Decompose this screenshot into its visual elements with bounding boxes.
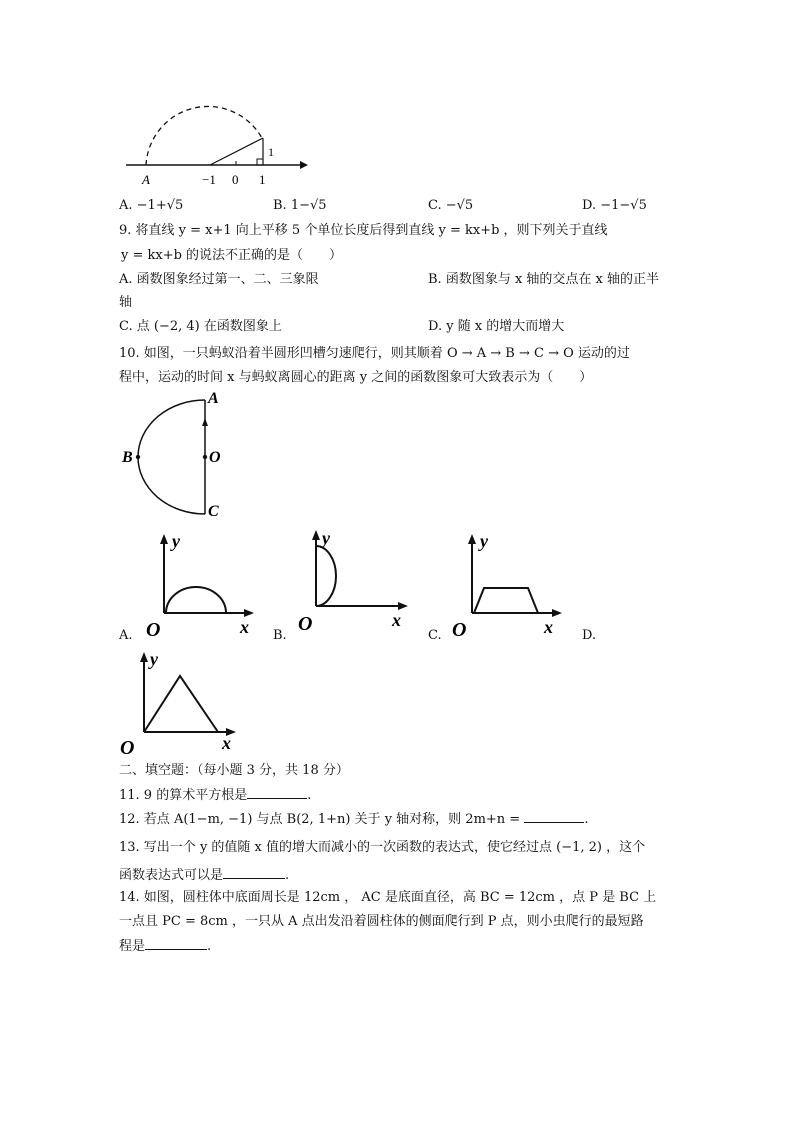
dashed-arc xyxy=(146,106,263,165)
q8-option-c: C. −√5 xyxy=(428,198,474,213)
q11 xyxy=(119,786,311,804)
q14-answer-blank[interactable] xyxy=(145,937,207,950)
y-arrow xyxy=(140,652,148,662)
origin-label: O xyxy=(298,613,313,635)
option-b-graph xyxy=(292,524,412,636)
q9-option-b-line1: B. 函数图象与 x 轴的交点在 x 轴的正半 xyxy=(428,272,660,287)
q12-answer-blank[interactable] xyxy=(524,810,584,823)
semicircle-figure xyxy=(118,390,238,525)
q12-period: . xyxy=(584,812,589,827)
q11-period: . xyxy=(307,788,312,803)
q13-line1: 13. 写出一个 y 的值随 x 值的增大而减小的一次函数的表达式，使它经过点 (−1, 2) ，这个 xyxy=(119,840,646,855)
q14-period: . xyxy=(207,939,212,954)
y-arrow xyxy=(312,530,320,540)
q8-option-a: A. −1+√5 xyxy=(119,198,184,213)
x-label: x xyxy=(240,617,249,637)
q9-option-a: A. 函数图象经过第一、二、三象限 xyxy=(119,272,319,287)
x-arrow xyxy=(244,609,254,617)
q10-stem-line2: 程中，运动的时间 x 与蚂蚁离圆心的距离 y 之间的函数图象可大致表示为（ ） xyxy=(119,370,593,385)
diameter-arrow xyxy=(202,418,208,426)
right-angle-mark xyxy=(257,159,263,165)
tick-label-minus1: −1 xyxy=(202,172,216,187)
height-label-1: 1 xyxy=(268,145,274,159)
x-label: x xyxy=(222,733,231,753)
tick-label-1: 1 xyxy=(259,172,266,187)
q14-text: 程是 xyxy=(119,939,146,954)
curve xyxy=(474,588,538,613)
q12 xyxy=(119,810,588,828)
semicircle-arc xyxy=(138,400,205,514)
label-B: B xyxy=(122,449,133,466)
curve xyxy=(166,587,226,613)
origin-label: O xyxy=(452,619,467,641)
q11-answer-blank[interactable] xyxy=(247,786,307,799)
q10-stem-line1: 10. 如图，一只蚂蚁沿着半圆形凹槽匀速爬行，则其顺着 O → A → B → C → O 运动的过 xyxy=(119,346,630,361)
q10-option-b-label: B. xyxy=(273,628,287,643)
q10-option-c-label: C. xyxy=(428,628,442,643)
option-d-graph xyxy=(118,648,248,760)
option-c-graph xyxy=(448,532,568,642)
q11-text: 11. 9 的算术平方根是 xyxy=(119,788,248,803)
y-label: y xyxy=(322,528,330,548)
origin-label: O xyxy=(120,737,135,759)
q12-text: 12. 若点 A(1−m, −1) 与点 B(2, 1+n) 关于 y 轴对称，则 2m+n = xyxy=(119,812,521,827)
label-A: A xyxy=(208,390,219,407)
q14-line2: 一点且 PC = 8cm ，一只从 A 点出发沿着圆柱体的侧面爬行到 P 点，则小虫爬行的最短路 xyxy=(119,914,644,929)
label-C: C xyxy=(208,503,219,520)
q10-option-d-label: D. xyxy=(582,628,597,643)
section2-heading: 二、填空题：（每小题 3 分，共 18 分） xyxy=(119,763,349,778)
hypotenuse xyxy=(210,138,263,165)
q10-option-a-label: A. xyxy=(119,628,133,643)
y-label: y xyxy=(150,649,158,669)
q9-option-b-line2: 轴 xyxy=(119,295,133,310)
y-label: y xyxy=(172,531,180,551)
point-O xyxy=(203,455,207,459)
origin-label: O xyxy=(146,619,161,641)
q8-option-d: D. −1−√5 xyxy=(582,198,647,213)
curve xyxy=(316,546,336,606)
q13-line2 xyxy=(119,866,289,884)
q14-line1: 14. 如图，圆柱体中底面周长是 12cm ， AC 是底面直径，高 BC = 12cm ，点 P 是 BC 上 xyxy=(119,890,657,905)
q13-period: . xyxy=(285,868,290,883)
x-label: x xyxy=(392,610,401,630)
option-a-graph xyxy=(140,532,260,642)
y-arrow xyxy=(160,534,168,544)
point-B xyxy=(136,455,140,459)
number-line-figure xyxy=(118,90,308,190)
y-label: y xyxy=(480,531,488,551)
q13-text: 函数表达式可以是 xyxy=(119,868,224,883)
x-arrow xyxy=(552,609,562,617)
q9-stem-line1: 9. 将直线 y = x+1 向上平移 5 个单位长度后得到直线 y = kx+b ，则下列关于直线 xyxy=(119,223,608,238)
q9-stem-line2: y = kx+b 的说法不正确的是（ ） xyxy=(121,248,343,263)
x-arrow xyxy=(398,602,408,610)
y-arrow xyxy=(468,534,476,544)
axis-arrowhead xyxy=(300,161,308,169)
q9-option-d: D. y 随 x 的增大而增大 xyxy=(428,319,565,334)
q14-line3 xyxy=(119,937,211,955)
label-A: A xyxy=(142,172,150,187)
curve xyxy=(144,676,218,732)
q13-answer-blank[interactable] xyxy=(223,866,285,879)
tick-label-0: 0 xyxy=(232,172,239,187)
label-O: O xyxy=(209,449,221,466)
q8-option-b: B. 1−√5 xyxy=(273,198,327,213)
q9-option-c: C. 点 (−2, 4) 在函数图象上 xyxy=(119,319,282,334)
x-label: x xyxy=(544,617,553,637)
